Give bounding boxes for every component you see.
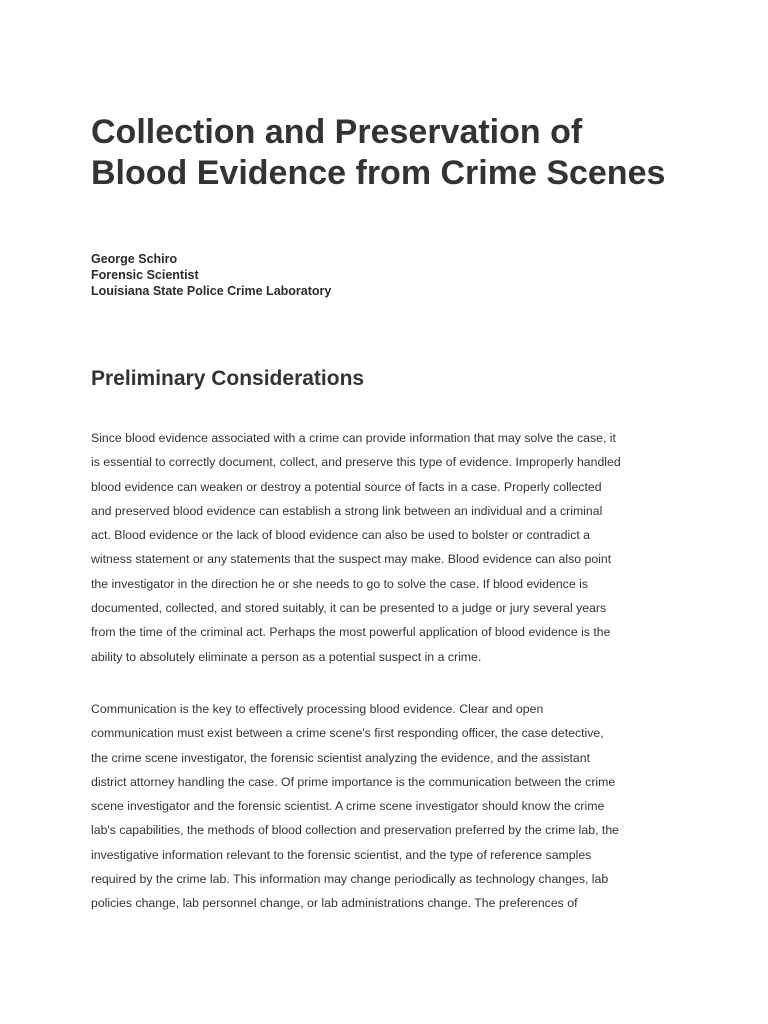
author-block: [91, 251, 691, 299]
paragraph-line: district attorney handling the case. Of prime importance is the communication between the crime: [91, 774, 616, 789]
title-line: Blood Evidence from Crime Scenes: [91, 154, 666, 192]
paragraph-line: policies change, lab personnel change, or lab administrations change. The preferences of: [91, 896, 578, 911]
section-heading: Preliminary Considerations: [91, 367, 365, 390]
author-position: Forensic Scientist: [91, 268, 199, 282]
paragraph-line: is essential to correctly document, collect, and preserve this type of evidence. Improperly handled: [91, 455, 621, 470]
paragraph-line: lab's capabilities, the methods of blood collection and preservation preferred by the crime lab, the: [91, 823, 619, 838]
author-organization: Louisiana State Police Crime Laboratory: [91, 284, 332, 298]
paragraph-line: the investigator in the direction he or she needs to go to solve the case. If blood evidence is: [91, 576, 588, 591]
paragraph-1: [91, 426, 691, 669]
paragraph-line: the crime scene investigator, the forensic scientist analyzing the evidence, and the assistant: [91, 750, 590, 765]
paragraph-line: Since blood evidence associated with a crime can provide information that may solve the case, it: [91, 431, 616, 445]
paragraph-line: scene investigator and the forensic scientist. A crime scene investigator should know the crime: [91, 799, 605, 814]
paragraph-line: communication must exist between a crime scene's first responding officer, the case detective,: [91, 726, 604, 741]
paragraph-line: documented, collected, and stored suitably, it can be presented to a judge or jury several years: [91, 601, 607, 616]
author-name: George Schiro: [91, 252, 178, 266]
paragraph-line: ability to absolutely eliminate a person as a potential suspect in a crime.: [91, 649, 482, 664]
document-title: [91, 112, 691, 194]
paragraph-line: act. Blood evidence or the lack of blood evidence can also be used to bolster or contradict a: [91, 528, 591, 543]
paragraph-line: investigative information relevant to the forensic scientist, and the type of reference samples: [91, 847, 592, 862]
paragraph-line: and preserved blood evidence can establish a strong link between an individual and a criminal: [91, 503, 603, 518]
paragraph-line: blood evidence can weaken or destroy a potential source of facts in a case. Properly collected: [91, 479, 602, 494]
paragraph-line: required by the crime lab. This information may change periodically as technology changes, lab: [91, 872, 609, 887]
paragraph-line: from the time of the criminal act. Perhaps the most powerful application of blood evidence is the: [91, 625, 611, 640]
paragraph-2: [91, 697, 691, 916]
paragraph-line: witness statement or any statements that the suspect may make. Blood evidence can also point: [91, 552, 612, 567]
title-line: Collection and Preservation of: [91, 113, 583, 151]
paragraph-line: Communication is the key to effectively processing blood evidence. Clear and open: [91, 702, 544, 716]
